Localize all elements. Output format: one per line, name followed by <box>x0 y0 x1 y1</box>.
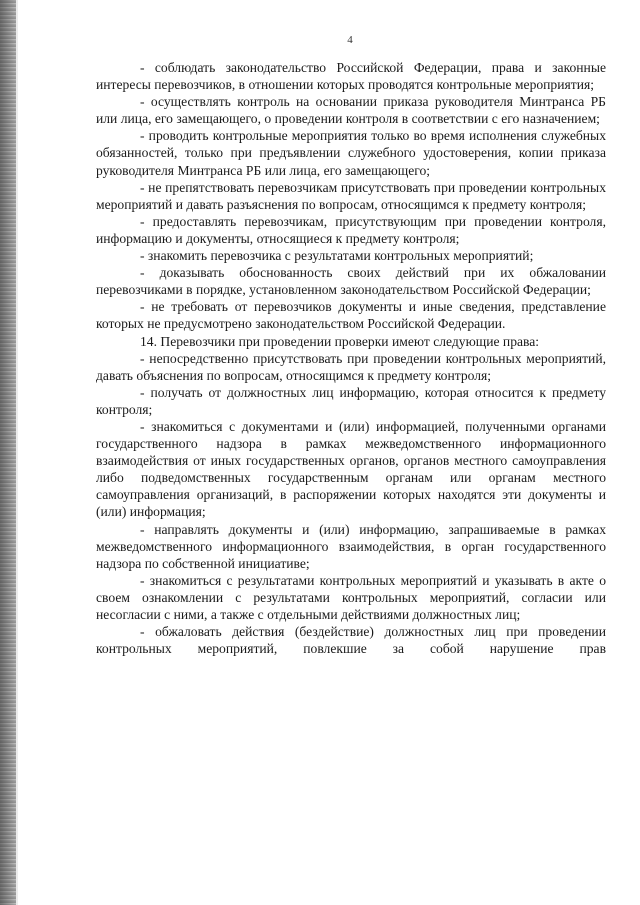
paragraph: - доказывать обоснованность своих действий при их обжаловании перевозчиками в порядке, установленном законодательством Российской Федерации; <box>96 265 606 298</box>
paragraph: - знакомить перевозчика с результатами контрольных мероприятий; <box>140 248 534 264</box>
paragraph: - направлять документы и (или) информацию, запрашиваемые в рамках межведомственного информационного взаимодействия, в орган государственного надзора по собственной инициативе; <box>96 521 606 571</box>
paragraph: - соблюдать законодательство Российской Федерации, права и законные интересы перевозчиков, в отношении которых проводятся контрольные мероприятия; <box>96 60 606 93</box>
document-body <box>96 59 606 657</box>
paragraph: - не требовать от перевозчиков документы и иные сведения, представление которых не предусмотрено законодательством Российской Федерации. <box>96 299 606 332</box>
section-heading: 14. Перевозчики при проведении проверки имеют следующие права: <box>140 333 540 349</box>
scan-edge <box>0 0 16 905</box>
paragraph: - знакомиться с результатами контрольных мероприятий и указывать в акте о своем ознакомлении с результатами контрольных мероприятий, согласии или несогласии с ними, а также с отдельными действиями должностных лиц; <box>96 572 606 622</box>
paragraph: - непосредственно присутствовать при проведении контрольных мероприятий, давать объяснения по вопросам, относящимся к предмету контроля; <box>96 350 606 383</box>
paragraph: - предоставлять перевозчикам, присутствующим при проведении контроля, информацию и документы, относящиеся к предмету контроля; <box>96 213 606 246</box>
paragraph: - проводить контрольные мероприятия только во время исполнения служебных обязанностей, только при предъявлении служебного удостоверения, копии приказа руководителя Минтранса РБ или лица, его замещающего; <box>96 128 606 178</box>
paragraph: - обжаловать действия (бездействие) должностных лиц при проведении контрольных мероприятий, повлекшие за собой нарушение прав <box>96 624 606 657</box>
paragraph: - осуществлять контроль на основании приказа руководителя Минтранса РБ или лица, его замещающего, о проведении контроля в соответствии с его назначением; <box>96 94 606 127</box>
paragraph: - знакомиться с документами и (или) информацией, полученными органами государственного надзора в рамках межведомственного информационного взаимодействия от иных государственных органов, органов местного самоуправления либо подведомственных государственным органам или органам местного самоуправления организаций, в распоряжении которых находятся эти документы и (или) информация; <box>96 418 606 520</box>
page-number: 4 <box>347 34 353 46</box>
paragraph: - получать от должностных лиц информацию, которая относится к предмету контроля; <box>96 384 606 417</box>
paragraph: - не препятствовать перевозчикам присутствовать при проведении контрольных мероприятий и давать разъяснения по вопросам, относящимся к предмету контроля; <box>96 179 606 212</box>
